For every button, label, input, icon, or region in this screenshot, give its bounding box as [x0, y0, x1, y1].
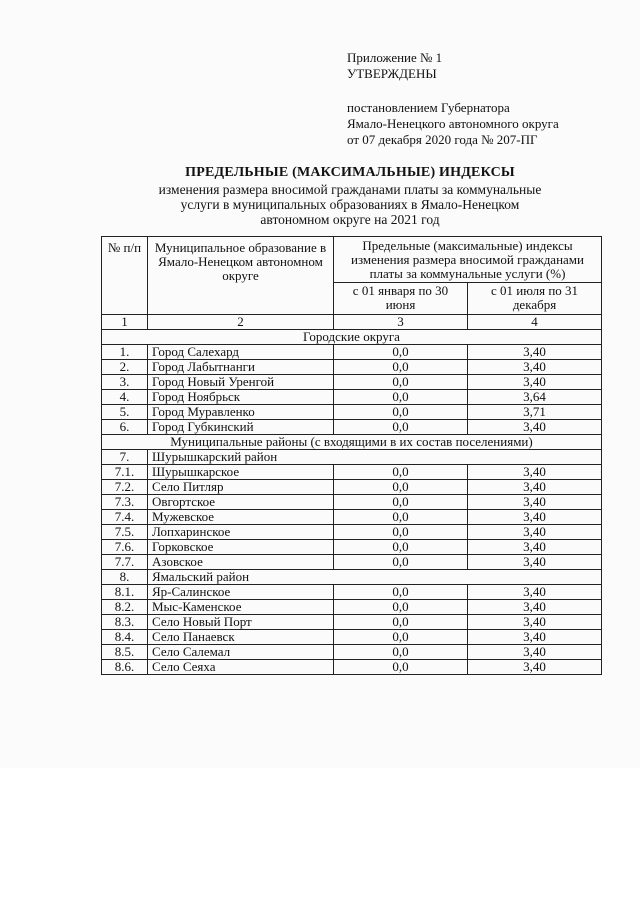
- row-value-h2: 3,40: [468, 630, 602, 645]
- row-value-h1: 0,0: [334, 540, 468, 555]
- column-numbers-row: [102, 315, 602, 330]
- region-line: Ямало-Ненецкого автономного округа: [347, 116, 559, 131]
- row-name: Город Салехард: [148, 345, 334, 360]
- table-row: [102, 645, 602, 660]
- district-name: Ямальский район: [148, 570, 602, 585]
- row-value-h2: 3,40: [468, 525, 602, 540]
- section-title: Муниципальные районы (с входящими в их состав поселениями): [102, 435, 602, 450]
- table-row: [102, 390, 602, 405]
- district-row: [102, 450, 602, 465]
- row-number: 7.2.: [102, 480, 148, 495]
- row-number: 1.: [102, 345, 148, 360]
- row-name: Мужевское: [148, 510, 334, 525]
- row-value-h2: 3,71: [468, 405, 602, 420]
- row-value-h2: 3,40: [468, 375, 602, 390]
- indexes-table: [101, 236, 602, 675]
- row-number: 2.: [102, 360, 148, 375]
- row-value-h1: 0,0: [334, 495, 468, 510]
- table-row: [102, 420, 602, 435]
- row-number: 8.2.: [102, 600, 148, 615]
- table-row: [102, 345, 602, 360]
- row-number: 8.1.: [102, 585, 148, 600]
- row-value-h2: 3,40: [468, 420, 602, 435]
- row-value-h1: 0,0: [334, 555, 468, 570]
- approved-label: УТВЕРЖДЕНЫ: [347, 66, 437, 81]
- row-name: Город Лабытнанги: [148, 360, 334, 375]
- table-row: [102, 660, 602, 675]
- row-number: 8.5.: [102, 645, 148, 660]
- row-number: 3.: [102, 375, 148, 390]
- row-name: Город Губкинский: [148, 420, 334, 435]
- table-row: [102, 615, 602, 630]
- row-name: Город Новый Уренгой: [148, 375, 334, 390]
- row-value-h1: 0,0: [334, 585, 468, 600]
- district-number: 8.: [102, 570, 148, 585]
- district-number: 7.: [102, 450, 148, 465]
- row-value-h1: 0,0: [334, 465, 468, 480]
- row-value-h1: 0,0: [334, 510, 468, 525]
- header-period-1: с 01 января по 30 июня: [334, 283, 468, 315]
- table-row: [102, 540, 602, 555]
- row-value-h2: 3,64: [468, 390, 602, 405]
- approval-block: [347, 50, 559, 148]
- decree-date: от 07 декабря 2020 года № 207-ПГ: [347, 132, 538, 147]
- row-name: Село Питляр: [148, 480, 334, 495]
- table-row: [102, 465, 602, 480]
- row-name: Азовское: [148, 555, 334, 570]
- row-value-h2: 3,40: [468, 600, 602, 615]
- table-row: [102, 480, 602, 495]
- row-value-h1: 0,0: [334, 405, 468, 420]
- row-value-h1: 0,0: [334, 420, 468, 435]
- header-row: [102, 237, 602, 283]
- row-value-h2: 3,40: [468, 585, 602, 600]
- row-name: Село Новый Порт: [148, 615, 334, 630]
- row-value-h1: 0,0: [334, 345, 468, 360]
- table-row: [102, 375, 602, 390]
- row-name: Город Ноябрьск: [148, 390, 334, 405]
- section-title: Городские округа: [102, 330, 602, 345]
- row-number: 7.4.: [102, 510, 148, 525]
- row-value-h2: 3,40: [468, 345, 602, 360]
- row-value-h1: 0,0: [334, 525, 468, 540]
- decree-line: постановлением Губернатора: [347, 100, 510, 115]
- colnum-1: 1: [102, 315, 148, 330]
- row-value-h2: 3,40: [468, 540, 602, 555]
- document-title: [100, 164, 600, 227]
- row-number: 7.6.: [102, 540, 148, 555]
- row-name: Село Салемал: [148, 645, 334, 660]
- row-name: Мыс-Каменское: [148, 600, 334, 615]
- row-value-h2: 3,40: [468, 660, 602, 675]
- table-row: [102, 510, 602, 525]
- row-name: Село Сеяха: [148, 660, 334, 675]
- section-row-cities: [102, 330, 602, 345]
- colnum-2: 2: [148, 315, 334, 330]
- title-sub-3: автономном округе на 2021 год: [260, 212, 440, 227]
- table-row: [102, 585, 602, 600]
- row-name: Овгортское: [148, 495, 334, 510]
- appendix-number: Приложение № 1: [347, 50, 443, 65]
- row-number: 8.4.: [102, 630, 148, 645]
- colnum-4: 4: [468, 315, 602, 330]
- row-number: 8.6.: [102, 660, 148, 675]
- row-value-h1: 0,0: [334, 600, 468, 615]
- table-row: [102, 495, 602, 510]
- row-value-h2: 3,40: [468, 555, 602, 570]
- row-name: Горковское: [148, 540, 334, 555]
- row-name: Шурышкарское: [148, 465, 334, 480]
- table-row: [102, 360, 602, 375]
- table-row: [102, 555, 602, 570]
- row-number: 7.5.: [102, 525, 148, 540]
- district-name: Шурышкарский район: [148, 450, 602, 465]
- row-number: 7.1.: [102, 465, 148, 480]
- header-municipality: Муниципальное образование в Ямало-Ненецком автономном округе: [148, 237, 334, 315]
- page-margin: [0, 768, 640, 905]
- row-value-h1: 0,0: [334, 375, 468, 390]
- table-row: [102, 405, 602, 420]
- row-value-h1: 0,0: [334, 390, 468, 405]
- table-row: [102, 600, 602, 615]
- row-value-h2: 3,40: [468, 465, 602, 480]
- header-period-2: с 01 июля по 31 декабря: [468, 283, 602, 315]
- row-value-h1: 0,0: [334, 645, 468, 660]
- row-value-h1: 0,0: [334, 630, 468, 645]
- row-number: 5.: [102, 405, 148, 420]
- row-value-h1: 0,0: [334, 360, 468, 375]
- header-indexes: Предельные (максимальные) индексы изменения размера вносимой гражданами платы за коммунальные услуги (%): [334, 237, 602, 283]
- colnum-3: 3: [334, 315, 468, 330]
- row-value-h2: 3,40: [468, 480, 602, 495]
- header-num: № п/п: [102, 237, 148, 315]
- title-sub-2: услуги в муниципальных образованиях в Ямало-Ненецком: [180, 197, 520, 212]
- row-number: 7.7.: [102, 555, 148, 570]
- row-name: Лопхаринское: [148, 525, 334, 540]
- row-value-h2: 3,40: [468, 615, 602, 630]
- row-value-h2: 3,40: [468, 645, 602, 660]
- table-row: [102, 525, 602, 540]
- row-number: 7.3.: [102, 495, 148, 510]
- title-sub-1: изменения размера вносимой гражданами платы за коммунальные: [158, 182, 542, 197]
- row-name: Яр-Салинское: [148, 585, 334, 600]
- row-value-h2: 3,40: [468, 495, 602, 510]
- section-row-districts: [102, 435, 602, 450]
- row-number: 8.3.: [102, 615, 148, 630]
- row-name: Город Муравленко: [148, 405, 334, 420]
- row-value-h1: 0,0: [334, 480, 468, 495]
- row-name: Село Панаевск: [148, 630, 334, 645]
- row-value-h1: 0,0: [334, 615, 468, 630]
- row-number: 4.: [102, 390, 148, 405]
- district-row: [102, 570, 602, 585]
- row-value-h2: 3,40: [468, 360, 602, 375]
- row-number: 6.: [102, 420, 148, 435]
- row-value-h2: 3,40: [468, 510, 602, 525]
- title-main: ПРЕДЕЛЬНЫЕ (МАКСИМАЛЬНЫЕ) ИНДЕКСЫ: [185, 165, 515, 180]
- table-row: [102, 630, 602, 645]
- row-value-h1: 0,0: [334, 660, 468, 675]
